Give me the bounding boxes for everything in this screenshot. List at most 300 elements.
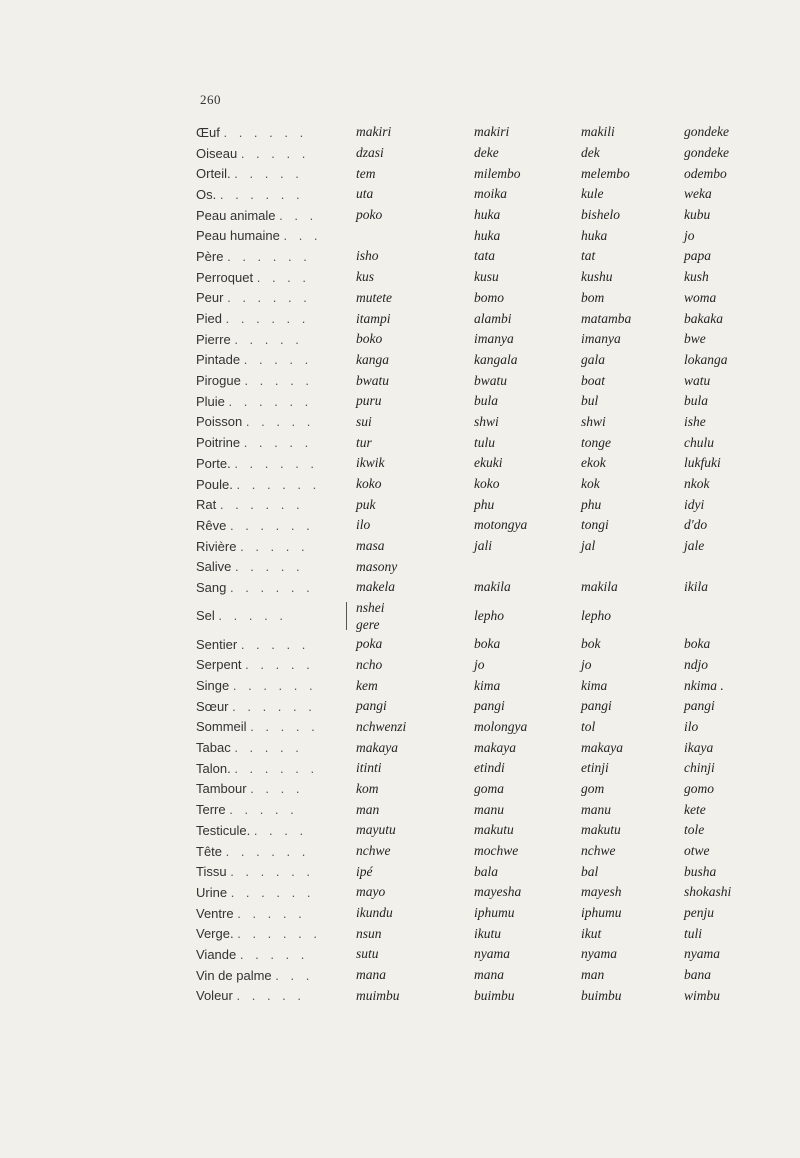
dialect-3-word: ikut (581, 925, 602, 941)
dialect-1-word: uta (356, 186, 374, 202)
leader-dots: . . . . . . (227, 248, 311, 264)
french-term-cell (196, 414, 356, 429)
dialect-3-word: makutu (581, 822, 621, 838)
table-row (196, 965, 786, 986)
leader-dots: . . . . . (239, 946, 309, 962)
french-term-cell (196, 187, 356, 202)
table-row (196, 903, 786, 924)
french-term: Père (196, 248, 224, 264)
table-row (196, 515, 786, 536)
french-term-cell (196, 926, 356, 941)
table-row (196, 163, 786, 184)
dialect-3-word: bal (581, 863, 599, 879)
dialect-3-word: nchwe (581, 843, 616, 859)
dialect-2-word: nyama (474, 946, 510, 962)
french-term-cell (196, 497, 356, 512)
dialect-2-word: mana (474, 967, 504, 983)
dialect-3-word: nyama (581, 946, 617, 962)
leader-dots: . . . . (253, 822, 308, 838)
table-row (196, 737, 786, 758)
dialect-3-word: bul (581, 393, 599, 409)
dialect-3-word: dek (581, 145, 600, 161)
french-term-cell (196, 249, 356, 264)
leader-dots: . . . (283, 228, 322, 244)
french-term-cell (196, 270, 356, 285)
dialect-1-word: poko (356, 207, 383, 223)
dialect-2-word: deke (474, 145, 499, 161)
leader-dots: . . . . . (234, 166, 303, 182)
leader-dots: . . . . . . (225, 311, 310, 327)
leader-dots: . . . . . . (230, 579, 314, 595)
leader-dots: . . . . . (229, 802, 298, 818)
french-term-cell (196, 559, 356, 574)
dialect-4-word: ishe (684, 413, 706, 429)
french-term-cell (196, 823, 356, 838)
french-term: Œuf (196, 124, 220, 140)
dialect-4-word: shokashi (684, 884, 732, 900)
french-term-cell (196, 802, 356, 817)
french-term-cell (196, 208, 356, 223)
table-row (196, 494, 786, 515)
french-term-cell (196, 947, 356, 962)
dialect-4-word: bula (684, 393, 709, 409)
dialect-3-word: phu (581, 496, 602, 512)
leader-dots: . . . . . . (230, 884, 315, 900)
leader-dots: . . . . . (243, 435, 313, 451)
dialect-3-word: shwi (581, 413, 606, 429)
dialect-4-word: penju (684, 905, 714, 921)
table-row (196, 799, 786, 820)
leader-dots: . . . . . (240, 636, 310, 652)
dialect-1-word: puk (356, 496, 376, 512)
dialect-3-word: bom (581, 289, 605, 305)
french-term: Viande (196, 946, 237, 962)
dialect-4-word: d'do (684, 517, 708, 533)
french-term-cell (196, 761, 356, 776)
dialect-1-word: puru (356, 393, 382, 409)
table-row (196, 758, 786, 779)
dialect-3-word: makaya (581, 739, 623, 755)
dialect-3-word: pangi (581, 698, 612, 714)
table-row (196, 391, 786, 412)
dialect-2-word: goma (474, 780, 504, 796)
dialect-1-word: makaya (356, 739, 398, 755)
dialect-3-word: tonge (581, 434, 611, 450)
dialect-1-word: gere (356, 616, 380, 632)
leader-dots: . . . . . . (236, 476, 321, 492)
french-term-cell (196, 885, 356, 900)
dialect-1-word: pangi (356, 698, 387, 714)
french-term: Poule. (196, 476, 233, 492)
dialect-1-word: masa (356, 538, 385, 554)
dialect-1-word: ikwik (356, 455, 385, 471)
dialect-2-word: mayesha (474, 884, 522, 900)
leader-dots: . . . . . (236, 988, 306, 1004)
dialect-3-word: man (581, 967, 605, 983)
french-term: Tabac (196, 740, 231, 756)
table-row (196, 923, 786, 944)
table-row (196, 634, 786, 655)
dialect-3-word: jo (581, 656, 592, 672)
table-row (196, 882, 786, 903)
leader-dots: . . . (279, 207, 318, 223)
dialect-1-word: ilo (356, 517, 371, 533)
table-row (196, 288, 786, 309)
dialect-4-word: weka (684, 186, 712, 202)
dialect-3-word: matamba (581, 310, 632, 326)
dialect-3-word: gala (581, 351, 606, 367)
table-row (196, 122, 786, 143)
leader-dots: . . . . (250, 781, 304, 797)
dialect-4-word: bana (684, 967, 711, 983)
french-term-cell (196, 906, 356, 921)
dialect-1-word: poka (356, 636, 383, 652)
leader-dots: . . . (275, 967, 314, 983)
dialect-3-word: boat (581, 372, 606, 388)
leader-dots: . . . . . (237, 905, 306, 921)
dialect-1-word: mutete (356, 289, 392, 305)
dialect-4-word: ndjo (684, 656, 709, 672)
french-term-cell (196, 608, 356, 623)
leader-dots: . . . . . . (219, 186, 304, 202)
dialect-2-word: bula (474, 393, 499, 409)
french-term-cell (196, 332, 356, 347)
table-row (196, 370, 786, 391)
dialect-1-word: itinti (356, 760, 382, 776)
french-term: Vin de palme (196, 967, 272, 983)
table-row (196, 717, 786, 738)
dialect-2-word: shwi (474, 413, 499, 429)
french-term: Pintade (196, 352, 241, 368)
dialect-4-word: tole (684, 822, 705, 838)
dialect-2-word: koko (474, 476, 500, 492)
dialect-4-word: otwe (684, 843, 710, 859)
french-term: Salive (196, 559, 232, 575)
dialect-2-word: milembo (474, 165, 521, 181)
table-row (196, 696, 786, 717)
french-term-cell (196, 518, 356, 533)
french-term: Peur (196, 290, 224, 306)
french-term-cell (196, 228, 356, 243)
leader-dots: . . . . . . (230, 864, 314, 880)
dialect-2-word: bala (474, 863, 499, 879)
dialect-1-word: muimbu (356, 987, 400, 1003)
table-row (196, 184, 786, 205)
french-term: Perroquet (196, 269, 254, 285)
leader-dots: . . . . . (250, 719, 319, 735)
french-term-cell (196, 719, 356, 734)
dialect-4-word: gondeke (684, 145, 729, 161)
french-term: Verge. (196, 926, 234, 942)
dialect-2-word: jali (474, 538, 493, 554)
french-term: Ventre (196, 905, 234, 921)
french-term: Sommeil (196, 719, 247, 735)
dialect-3-word: ekok (581, 455, 606, 471)
dialect-4-word: boka (684, 636, 711, 652)
dialect-2-word: molongya (474, 718, 528, 734)
dialect-3-word: huka (581, 227, 608, 243)
french-term: Os. (196, 186, 217, 202)
dialect-2-word: imanya (474, 331, 514, 347)
french-term-cell (196, 740, 356, 755)
table-row (196, 820, 786, 841)
french-term: Pied (196, 311, 223, 327)
dialect-2-word: buimbu (474, 987, 515, 1003)
dialect-2-word: boka (474, 636, 501, 652)
dialect-4-word: odembo (684, 165, 727, 181)
table-row (196, 267, 786, 288)
dialect-1-word: kem (356, 677, 378, 693)
dialect-3-word: melembo (581, 165, 630, 181)
leader-dots: . . . . . (243, 352, 313, 368)
dialect-1-word: boko (356, 331, 383, 347)
french-term-cell (196, 988, 356, 1003)
dialect-4-word: chinji (684, 760, 715, 776)
french-term: Peau humaine (196, 228, 280, 244)
leader-dots: . . . . . (234, 740, 303, 756)
dialect-1-word: kom (356, 780, 379, 796)
dialect-1-word: mayo (356, 884, 386, 900)
french-term: Poisson (196, 414, 243, 430)
french-term: Sœur (196, 698, 229, 714)
dialect-1-word: nsun (356, 925, 382, 941)
french-term: Oiseau (196, 145, 238, 161)
dialect-4-word: kush (684, 269, 709, 285)
french-term: Singe (196, 678, 230, 694)
dialect-1-word: ncho (356, 656, 383, 672)
leader-dots: . . . . . (245, 657, 314, 673)
dialect-2-word: kusu (474, 269, 499, 285)
dialect-1-word: nshei (356, 599, 385, 615)
french-term: Sel (196, 608, 215, 624)
dialect-1-word: man (356, 801, 380, 817)
french-term-cell (196, 864, 356, 879)
page-number: 260 (200, 92, 221, 107)
table-row (196, 329, 786, 350)
dialect-2-word: huka (474, 227, 501, 243)
french-term-cell (196, 637, 356, 652)
french-term-cell (196, 394, 356, 409)
leader-dots: . . . . . (234, 331, 303, 347)
dialect-2-word: motongya (474, 517, 528, 533)
french-term-cell (196, 373, 356, 388)
dialect-2-word: makutu (474, 822, 514, 838)
dialect-4-word: tuli (684, 925, 703, 941)
dialect-3-word: etinji (581, 760, 609, 776)
dialect-4-word: bwe (684, 331, 706, 347)
dialect-2-word: mochwe (474, 843, 519, 859)
french-term-cell (196, 781, 356, 796)
french-term: Serpent (196, 657, 242, 673)
dialect-4-word: gondeke (684, 124, 729, 140)
table-row (196, 986, 786, 1007)
leader-dots: . . . . . . (232, 698, 316, 714)
dialect-2-word: ekuki (474, 455, 503, 471)
french-term: Rivière (196, 538, 237, 554)
table-row (196, 655, 786, 676)
french-term-cell (196, 580, 356, 595)
dialect-4-word: chulu (684, 434, 714, 450)
french-term: Poitrine (196, 435, 241, 451)
dialect-3-word: gom (581, 780, 605, 796)
dialect-4-word: jo (684, 227, 695, 243)
dialect-4-word: papa (684, 248, 711, 264)
table-row (196, 246, 786, 267)
table-row (196, 432, 786, 453)
dialect-2-word: ikutu (474, 925, 501, 941)
dialect-3-word: kima (581, 677, 608, 693)
dialect-4-word: woma (684, 289, 717, 305)
dialect-1-word: itampi (356, 310, 391, 326)
french-term: Pluie (196, 393, 225, 409)
dialect-2-word: tulu (474, 434, 496, 450)
dialect-2-word: iphumu (474, 905, 515, 921)
dialect-3-word: buimbu (581, 987, 622, 1003)
dialect-3-word: tat (581, 248, 596, 264)
french-term-cell (196, 290, 356, 305)
leader-dots: . . . . . . (225, 843, 310, 859)
dialect-2-word: bwatu (474, 372, 508, 388)
table-row (196, 143, 786, 164)
french-term: Sang (196, 579, 227, 595)
dialect-4-word: busha (684, 863, 717, 879)
dialect-3-word: imanya (581, 331, 621, 347)
dialect-1-word: nchwe (356, 843, 391, 859)
french-term-cell (196, 146, 356, 161)
dialect-3-word: makili (581, 124, 615, 140)
dialect-4-word: jale (684, 538, 705, 554)
french-term: Tête (196, 843, 223, 859)
french-term-cell (196, 352, 356, 367)
dialect-4-word: lokanga (684, 351, 728, 367)
leader-dots: . . . . . (218, 608, 287, 624)
french-term: Rat (196, 497, 217, 513)
dialect-4-word: watu (684, 372, 711, 388)
french-term-cell (196, 844, 356, 859)
dialect-4-word: pangi (684, 698, 715, 714)
dialect-3-word: mayesh (581, 884, 622, 900)
dialect-2-word: jo (474, 656, 485, 672)
table-row (196, 536, 786, 557)
dialect-1-word: kanga (356, 351, 389, 367)
french-term-cell (196, 435, 356, 450)
french-term-cell (196, 125, 356, 140)
dialect-2-word: makaya (474, 739, 516, 755)
dialect-1-word: mayutu (356, 822, 396, 838)
leader-dots: . . . . . . (228, 393, 313, 409)
table-row (196, 412, 786, 433)
dialect-3-word: kule (581, 186, 604, 202)
dialect-2-word: moika (474, 186, 507, 202)
dialect-2-word: alambi (474, 310, 512, 326)
dialect-1-word: kus (356, 269, 374, 285)
dialect-4-word: ilo (684, 718, 699, 734)
dialect-2-word: lepho (474, 607, 504, 623)
table-row (196, 308, 786, 329)
dialect-4-word: kubu (684, 207, 711, 223)
dialect-3-word: bishelo (581, 207, 620, 223)
leader-dots: . . . . . . (237, 926, 321, 942)
dialect-2-word: kangala (474, 351, 518, 367)
table-row (196, 350, 786, 371)
leader-dots: . . . . . (245, 414, 315, 430)
dialect-4-word: ikila (684, 579, 708, 595)
french-term: Rêve (196, 517, 227, 533)
dialect-3-word: kushu (581, 269, 613, 285)
table-row (196, 861, 786, 882)
dialect-2-word: etindi (474, 760, 505, 776)
dialect-1-word: bwatu (356, 372, 390, 388)
vocabulary-table (196, 122, 786, 1006)
dialect-2-word: makila (474, 579, 511, 595)
table-row (196, 675, 786, 696)
dialect-2-word: pangi (474, 698, 505, 714)
dialect-2-word: kima (474, 677, 501, 693)
dialect-2-word: huka (474, 207, 501, 223)
french-term: Urine (196, 884, 228, 900)
dialect-4-word: idyi (684, 496, 705, 512)
leader-dots: . . . . . (240, 145, 310, 161)
french-term: Peau animale (196, 207, 276, 223)
table-row (196, 205, 786, 226)
french-term: Pirogue (196, 373, 241, 389)
leader-dots: . . . . . . (219, 497, 304, 513)
table-row (196, 779, 786, 800)
dialect-4-word: nkok (684, 476, 710, 492)
french-term: Terre (196, 802, 226, 818)
dialect-3-word: manu (581, 801, 611, 817)
french-term: Pierre (196, 331, 231, 347)
leader-dots: . . . . . . (232, 678, 317, 694)
dialect-1-word: isho (356, 248, 379, 264)
dialect-1-cell (356, 599, 474, 633)
french-term: Tissu (196, 864, 227, 880)
french-term-cell (196, 477, 356, 492)
french-term-cell (196, 456, 356, 471)
dialect-2-word: bomo (474, 289, 504, 305)
leader-dots: . . . . . . (234, 760, 319, 776)
table-row (196, 841, 786, 862)
table-row (196, 225, 786, 246)
dialect-3-word: tol (581, 718, 596, 734)
dialect-1-word: sutu (356, 946, 379, 962)
dialect-1-word: dzasi (356, 145, 384, 161)
french-term-cell (196, 166, 356, 181)
dialect-4-word: wimbu (684, 987, 721, 1003)
french-term: Orteil. (196, 166, 231, 182)
dialect-3-word: kok (581, 476, 600, 492)
dialect-1-word: sui (356, 413, 372, 429)
dialect-4-word: kete (684, 801, 706, 817)
dialect-3-word: iphumu (581, 905, 622, 921)
table-row (196, 577, 786, 598)
leader-dots: . . . . . . (234, 455, 319, 471)
french-term: Testicule. (196, 822, 251, 838)
french-term: Sentier (196, 636, 238, 652)
dialect-2-word: makiri (474, 124, 510, 140)
table-row (196, 556, 786, 577)
french-term-cell (196, 678, 356, 693)
leader-dots: . . . . . . (229, 517, 314, 533)
dialect-3-word: lepho (581, 607, 611, 623)
french-term-cell (196, 539, 356, 554)
french-term: Voleur (196, 988, 233, 1004)
table-row (196, 453, 786, 474)
leader-dots: . . . . . . (227, 290, 311, 306)
dialect-3-word: bok (581, 636, 601, 652)
dialect-3-word: makila (581, 579, 618, 595)
dialect-1-word: makela (356, 579, 395, 595)
